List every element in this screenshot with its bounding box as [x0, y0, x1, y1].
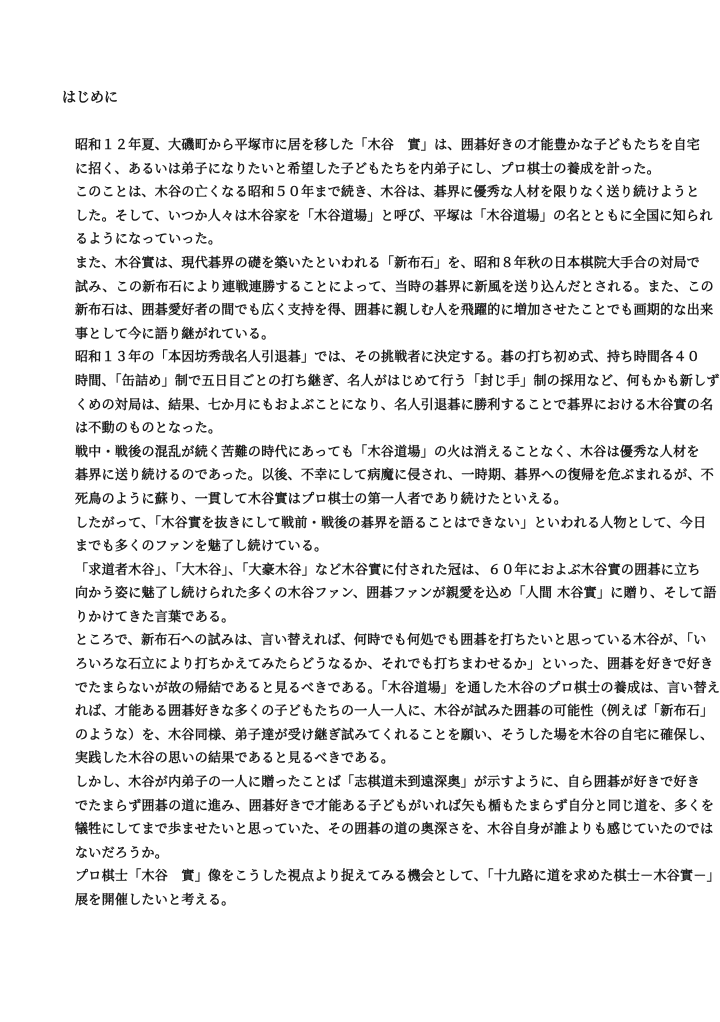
paragraph [62, 252, 714, 346]
text-line: でたまらず囲碁の道に進み、囲碁好きで才能ある子どもがいれば矢も楯もたまらず自分と同じ道を、多くを [75, 798, 715, 814]
paragraph [62, 771, 715, 865]
text-line: また、木谷實は、現代碁界の礎を築いたといわれる「新布石」を、昭和８年秋の日本棋院大手合の対局で [75, 255, 701, 271]
text-line: までも多くのファンを魅了し続けている。 [75, 539, 328, 555]
text-line: 試み、この新布石により連戦連勝することによって、当時の碁界に新風を送り込んだとされる。また、この [75, 279, 714, 295]
text-line: 向かう姿に魅了し続けられた多くの木谷ファン、囲碁ファンが親愛を込め「人間 木谷實」に贈り、そして語 [75, 586, 717, 602]
text-line: 「求道者木谷」、「大木谷」、「大豪木谷」など木谷實に付された冠は、６０年におよぶ木谷實の囲碁に立ち [75, 562, 701, 578]
text-line: くめの対局は、結果、七か月にもおよぶことになり、名人引退碁に勝利することで碁界における木谷實の名 [75, 397, 714, 413]
text-line: 碁界に送り続けるのであった。以後、不幸にして病魔に侵され、一時期、碁界への復帰を危ぶまれるが、不 [75, 468, 715, 484]
text-line: このことは、木谷の亡くなる昭和５０年まで続き、木谷は、碁界に優秀な人材を限りなく送り続けようと [75, 185, 700, 201]
paragraph [62, 134, 701, 181]
paragraph [62, 559, 717, 630]
text-line: しかし、木谷が内弟子の一人に贈ったことば「志棋道未到遠深奥」が示すように、自ら囲碁が好きで好き [75, 775, 701, 791]
text-line: るようになっていった。 [75, 232, 222, 248]
paragraph [62, 441, 715, 512]
document-heading: はじめに [62, 90, 118, 106]
text-line: したがって、「木谷實を抜きにして戦前・戦後の碁界を語ることはできない」といわれる人物として、今日 [75, 515, 707, 531]
text-line: 実践した木谷の思いの結果であると見るべきである。 [75, 751, 395, 767]
document-page [62, 88, 720, 913]
text-line: 犠牲にしてまで歩ませたいと思っていた、その囲碁の道の奥深さを、木谷自身が誰よりも感じていたのでは [75, 822, 714, 838]
text-line: した。そして、いつか人々は木谷家を「木谷道場」と呼び、平塚は「木谷道場」の名とともに全国に知られ [75, 208, 713, 224]
text-line: に招く、あるいは弟子になりたいと希望した子どもたちを内弟子にし、プロ棋士の養成を計った。 [75, 161, 660, 177]
text-line: 新布石は、囲碁愛好者の間でも広く支持を得、囲碁に親しむ人を飛躍的に増加させたことでも画期的な出来 [75, 303, 714, 319]
paragraph [62, 346, 720, 440]
document-body [62, 134, 720, 913]
text-line: れば、才能ある囲碁好きな多くの子どもたちの一人一人に、木谷が試みた囲碁の可能性（例えば「新布石」 [75, 704, 714, 720]
text-line: 事として今に語り継がれている。 [75, 326, 275, 342]
text-line: プロ棋士「木谷 實」像をこうした視点より捉えてみる機会として、「十九路に道を求めた棋士－木谷實－」 [75, 869, 720, 885]
paragraph [62, 629, 720, 771]
text-line: 展を開催したいと考える。 [75, 893, 235, 908]
text-line: でたまらないが故の帰結であると見るべきである。「木谷道場」を通した木谷のプロ棋士の養成は、言い替え [75, 680, 720, 696]
text-line: 昭和１３年の「本因坊秀哉名人引退碁」では、その挑戦者に決定する。碁の打ち初め式、持ち時間各４０ [75, 350, 701, 366]
text-line: 戦中・戦後の混乱が続く苦難の時代にあっても「木谷道場」の火は消えることなく、木谷は優秀な人材を [75, 444, 700, 460]
text-line: ないだろうか。 [75, 845, 169, 861]
text-line: のような）を、木谷同様、弟子達が受け継ぎ試みてくれることを願い、そうした場を木谷の自宅に確保し、 [75, 727, 714, 743]
text-line: は不動のものとなった。 [75, 421, 222, 437]
text-line: 死鳥のように蘇り、一貫して木谷實はプロ棋士の第一人者であり続けたといえる。 [75, 491, 568, 507]
paragraph [62, 181, 713, 252]
text-line: ところで、新布石への試みは、言い替えれば、何時でも何処でも囲碁を打ちたいと思っている木谷が、「い [75, 633, 707, 649]
text-line: ろいろな石立により打ちかえてみたらどうなるか、それでも打ちまわせるか」といった、囲碁を好きで好き [75, 657, 714, 673]
text-line: 昭和１２年夏、大磯町から平塚市に居を移した「木谷 實」は、囲碁好きの才能豊かな子どもたちを自宅 [75, 138, 701, 153]
paragraph [62, 512, 707, 559]
text-line: 時間、「缶詰め」制で五日目ごとの打ち継ぎ、名人がはじめて行う「封じ手」制の採用など、何もかも新しず [75, 373, 720, 389]
text-line: りかけてきた言葉である。 [75, 609, 235, 625]
paragraph [62, 865, 720, 912]
